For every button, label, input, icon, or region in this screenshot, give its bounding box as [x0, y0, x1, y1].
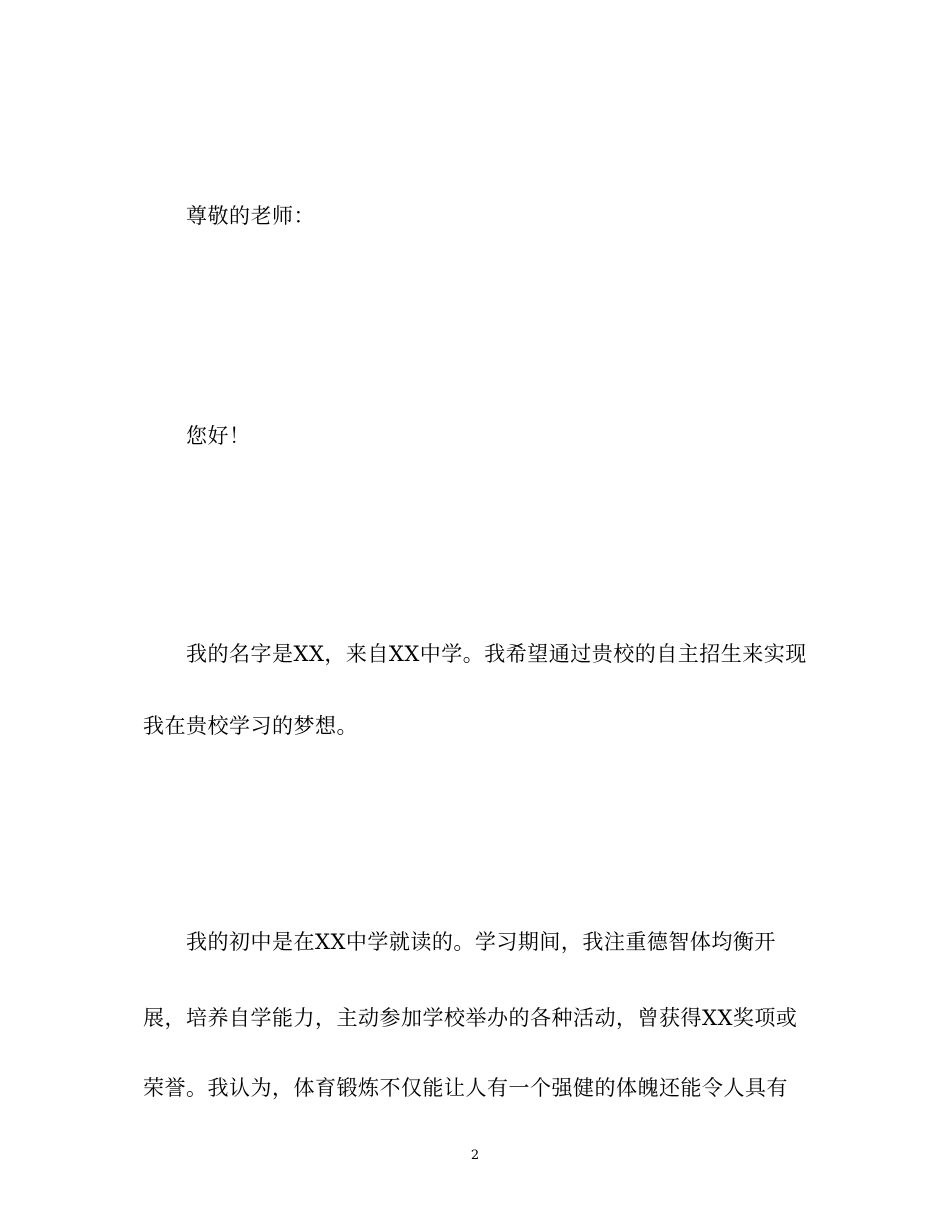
- salutation-text: 尊敬的老师：: [186, 204, 315, 228]
- paragraph-2-line-1: 我的初中是在XX中学就读的。学习期间，我注重德智体均衡开: [186, 930, 776, 954]
- paragraph-2-line-3: 荣誉。我认为，体育锻炼不仅能让人有一个强健的体魄还能令人具有: [143, 1076, 788, 1100]
- paragraph-1-line-2: 我在贵校学习的梦想。: [143, 714, 358, 738]
- greeting-text: 您好！: [186, 424, 251, 448]
- page-number: 2: [470, 1148, 480, 1163]
- paragraph-2-line-2: 展，培养自学能力，主动参加学校举办的各种活动，曾获得XX奖项或: [143, 1006, 798, 1030]
- paragraph-1-line-1: 我的名字是XX，来自XX中学。我希望通过贵校的自主招生来实现: [186, 642, 807, 666]
